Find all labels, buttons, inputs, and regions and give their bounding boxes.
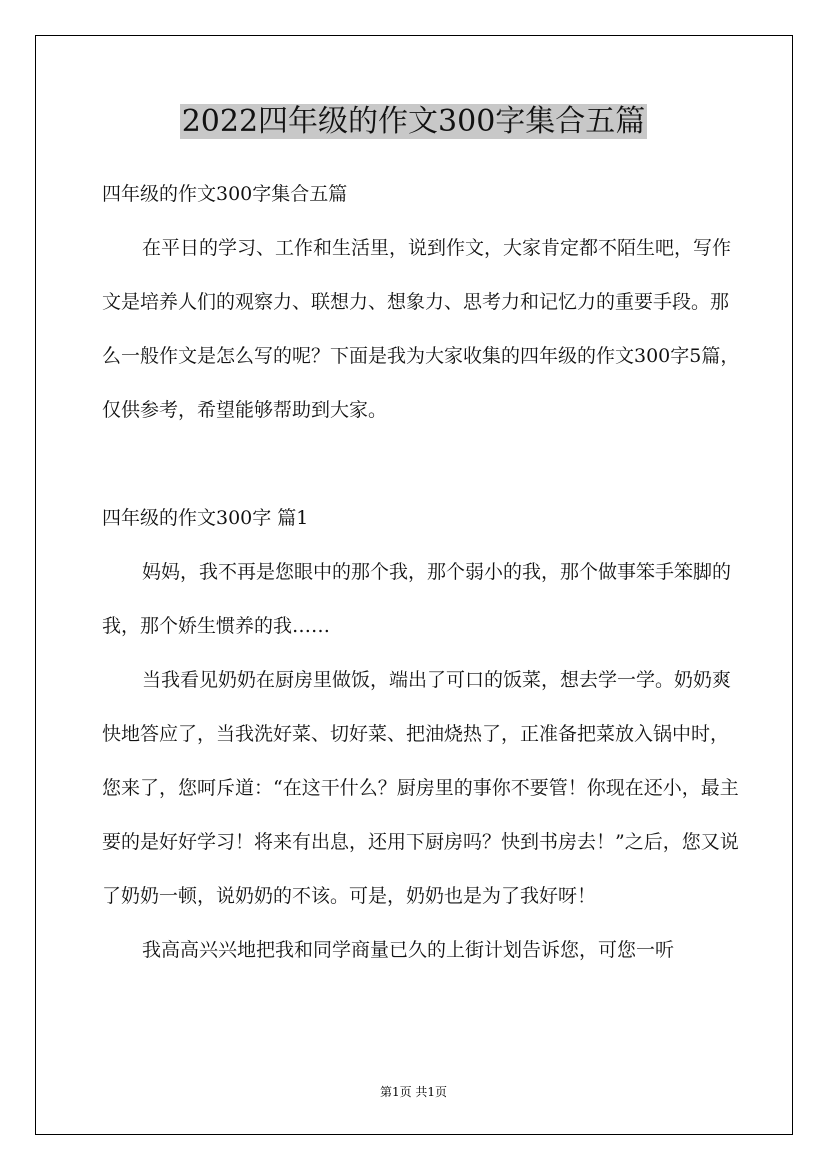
body-paragraph: 我高高兴兴地把我和同学商量已久的上街计划告诉您，可您一听 — [142, 939, 675, 961]
body-paragraph: 当我看见奶奶在厨房里做饭，端出了可口的饭菜，想去学一学。奶奶爽快地答应了，当我洗好菜、切好菜、把油烧热了，正准备把菜放入锅中时，您来了，您呵斥道：“在这干什么？厨房里的事你不要管！你现在还小，最主要的是好好学习！将来有出息，还用下厨房吗？快到书房去！”之后，您又说了奶奶一顿，说奶奶的不该。可是，奶奶也是为了我好呀！ — [102, 669, 739, 907]
paragraph-spacer — [102, 437, 742, 491]
page-footer: 第1页 共1页 — [379, 1085, 448, 1099]
document-body — [102, 167, 742, 977]
document-title-text: 2022四年级的作文300字集合五篇 — [181, 104, 646, 139]
document-subtitle: 四年级的作文300字集合五篇 — [102, 183, 348, 205]
section-heading: 四年级的作文300字 篇1 — [102, 507, 309, 529]
body-paragraph: 妈妈，我不再是您眼中的那个我，那个弱小的我，那个做事笨手笨脚的我，那个娇生惯养的我…… — [102, 561, 732, 637]
intro-paragraph: 在平日的学习、工作和生活里，说到作文，大家肯定都不陌生吧，写作文是培养人们的观察力、联想力、想象力、思考力和记忆力的重要手段。那么一般作文是怎么写的呢？下面是我为大家收集的四年级的作文300字5篇，仅供参考，希望能够帮助到大家。 — [102, 237, 740, 421]
document-title — [0, 100, 827, 144]
